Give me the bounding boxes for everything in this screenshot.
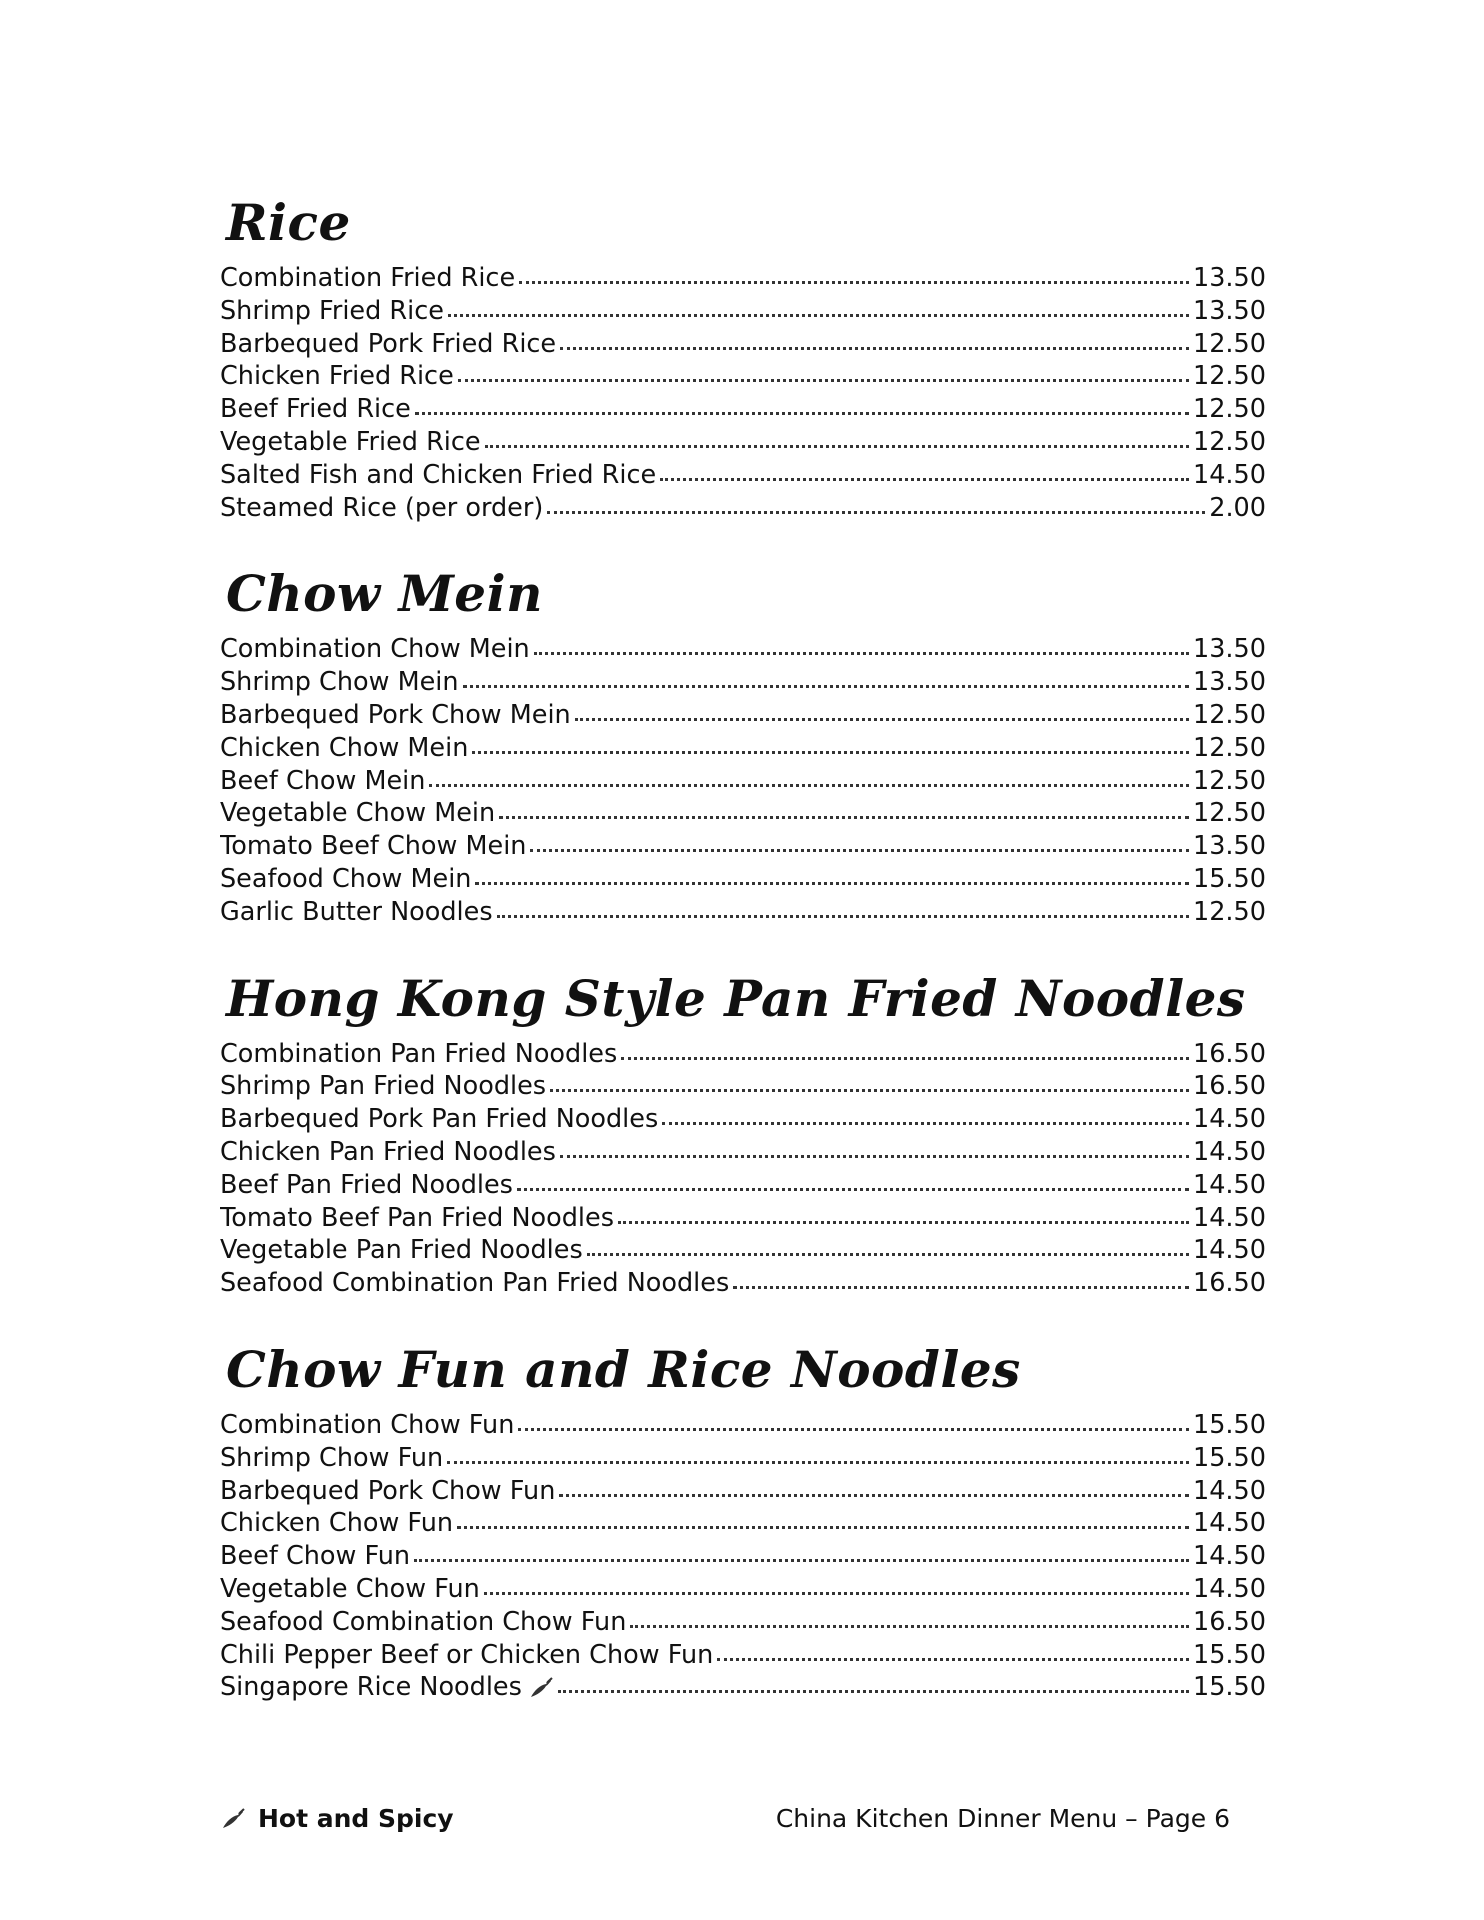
section-title: Chow Mein [226, 564, 543, 624]
item-name: Tomato Beef Chow Mein [220, 831, 527, 862]
item-name: Beef Pan Fried Noodles [220, 1169, 513, 1200]
dot-leader [530, 849, 1189, 852]
menu-item [220, 797, 1266, 830]
dot-leader [621, 1057, 1189, 1060]
dot-leader [457, 1526, 1189, 1529]
menu-item [220, 1038, 1266, 1071]
item-name: Beef Chow Mein [220, 765, 426, 796]
item-price: 12.50 [1192, 426, 1266, 457]
menu-item [220, 426, 1266, 459]
item-name: Chicken Chow Fun [220, 1508, 454, 1539]
chili-pepper-icon [528, 1677, 554, 1699]
item-price: 12.50 [1192, 896, 1266, 927]
item-name: Shrimp Chow Mein [220, 667, 459, 698]
item-price: 14.50 [1192, 1475, 1266, 1506]
menu-item [220, 459, 1266, 492]
item-price: 14.50 [1192, 1573, 1266, 1604]
menu-item [220, 1475, 1266, 1508]
item-name [220, 1671, 554, 1704]
item-name: Combination Pan Fried Noodles [220, 1038, 618, 1069]
item-name: Chicken Chow Mein [220, 732, 469, 763]
item-name: Vegetable Fried Rice [220, 426, 481, 457]
section-title: Chow Fun and Rice Noodles [226, 1339, 1021, 1399]
menu-item [220, 830, 1266, 863]
dot-leader [415, 412, 1189, 415]
item-name: Seafood Combination Pan Fried Noodles [220, 1268, 730, 1299]
item-price: 12.50 [1192, 699, 1266, 730]
item-name: Vegetable Pan Fried Noodles [220, 1235, 583, 1266]
menu-item [220, 666, 1266, 699]
item-price: 14.50 [1192, 1169, 1266, 1200]
item-price: 15.50 [1192, 863, 1266, 894]
menu-item [220, 1507, 1266, 1540]
menu-item [220, 1442, 1266, 1475]
item-price: 14.50 [1192, 1136, 1266, 1167]
menu-item [220, 1606, 1266, 1639]
dot-leader [463, 685, 1189, 688]
item-price: 13.50 [1192, 831, 1266, 862]
item-price: 15.50 [1192, 1442, 1266, 1473]
dot-leader [559, 1494, 1189, 1497]
dot-leader [560, 1155, 1189, 1158]
dot-leader [472, 751, 1189, 754]
item-price: 15.50 [1192, 1639, 1266, 1670]
item-price: 16.50 [1192, 1606, 1266, 1637]
item-price: 14.50 [1192, 1202, 1266, 1233]
dot-leader [575, 718, 1189, 721]
menu-item [220, 1070, 1266, 1103]
item-name: Combination Chow Mein [220, 634, 530, 665]
item-name: Chicken Fried Rice [220, 361, 454, 392]
item-price: 12.50 [1192, 394, 1266, 425]
menu-item [220, 1136, 1266, 1169]
menu-item [220, 295, 1266, 328]
dot-leader [485, 445, 1189, 448]
item-price: 12.50 [1192, 732, 1266, 763]
item-name: Shrimp Pan Fried Noodles [220, 1071, 547, 1102]
dot-leader [475, 882, 1189, 885]
menu-item [220, 765, 1266, 798]
menu-item [220, 633, 1266, 666]
item-price: 13.50 [1192, 263, 1266, 293]
item-price: 14.50 [1192, 1541, 1266, 1572]
menu-item [220, 360, 1266, 393]
item-price: 14.50 [1192, 1104, 1266, 1135]
menu-item [220, 1409, 1266, 1442]
menu-item [220, 732, 1266, 765]
item-name: Shrimp Fried Rice [220, 295, 444, 326]
dot-leader [448, 314, 1189, 317]
item-name: Beef Chow Fun [220, 1541, 411, 1572]
section-pan-fried-noodles [220, 968, 1266, 1300]
menu-item [220, 1234, 1266, 1267]
dot-leader [534, 652, 1189, 655]
item-price: 12.50 [1192, 361, 1266, 392]
item-price: 13.50 [1192, 667, 1266, 698]
dot-leader [733, 1286, 1189, 1289]
item-price: 16.50 [1192, 1071, 1266, 1102]
dot-leader [662, 1122, 1189, 1125]
dot-leader [518, 1428, 1189, 1431]
item-name: Salted Fish and Chicken Fried Rice [220, 459, 657, 490]
dot-leader [660, 478, 1189, 481]
item-price: 14.50 [1192, 459, 1266, 490]
item-name: Seafood Chow Mein [220, 863, 472, 894]
section-title: Rice [226, 193, 351, 252]
menu-item [220, 1103, 1266, 1136]
dot-leader [630, 1625, 1189, 1628]
dot-leader [717, 1658, 1189, 1661]
menu-item [220, 1169, 1266, 1202]
dot-leader [497, 915, 1189, 918]
item-name: Combination Fried Rice [220, 263, 516, 293]
dot-leader [517, 1188, 1189, 1191]
menu-item [220, 1202, 1266, 1235]
dot-leader [447, 1461, 1189, 1464]
item-name: Barbequed Pork Fried Rice [220, 328, 557, 359]
item-price: 15.50 [1192, 1409, 1266, 1440]
dot-leader [414, 1559, 1189, 1562]
item-price: 14.50 [1192, 1508, 1266, 1539]
menu-item [220, 863, 1266, 896]
item-name: Vegetable Chow Fun [220, 1573, 480, 1604]
dot-leader [499, 816, 1189, 819]
item-name: Chicken Pan Fried Noodles [220, 1136, 556, 1167]
section-chow-fun [220, 1339, 1266, 1704]
dot-leader [550, 1089, 1189, 1092]
dot-leader [429, 784, 1189, 787]
chili-pepper-icon [220, 1808, 246, 1830]
section-rice [220, 195, 1266, 524]
item-name: Beef Fried Rice [220, 394, 411, 425]
dot-leader [484, 1592, 1189, 1595]
item-name: Combination Chow Fun [220, 1409, 515, 1440]
item-name: Vegetable Chow Mein [220, 798, 496, 829]
item-name-text: Singapore Rice Noodles [220, 1672, 522, 1703]
menu-item [220, 1540, 1266, 1573]
item-price: 16.50 [1192, 1038, 1266, 1069]
item-name: Tomato Beef Pan Fried Noodles [220, 1202, 614, 1233]
legend-label: Hot and Spicy [258, 1804, 454, 1833]
item-price: 12.50 [1192, 328, 1266, 359]
item-name: Steamed Rice (per order) [220, 492, 544, 523]
spicy-legend [220, 1804, 454, 1833]
item-name: Barbequed Pork Chow Fun [220, 1475, 556, 1506]
item-price: 14.50 [1192, 1235, 1266, 1266]
dot-leader [558, 1690, 1189, 1693]
item-price: 12.50 [1192, 765, 1266, 796]
section-chow-mein [220, 566, 1266, 928]
item-name: Garlic Butter Noodles [220, 896, 493, 927]
menu-page [220, 195, 1266, 1746]
dot-leader [587, 1253, 1189, 1256]
menu-item [220, 1573, 1266, 1606]
page-footer [220, 1804, 1230, 1840]
dot-leader [618, 1221, 1189, 1224]
menu-item [220, 492, 1266, 525]
item-name: Chili Pepper Beef or Chicken Chow Fun [220, 1639, 714, 1670]
menu-item [220, 393, 1266, 426]
section-title: Hong Kong Style Pan Fried Noodles [226, 968, 1246, 1028]
item-price: 16.50 [1192, 1268, 1266, 1299]
item-price: 13.50 [1192, 295, 1266, 326]
menu-item [220, 699, 1266, 732]
menu-item [220, 262, 1266, 295]
menu-item [220, 1267, 1266, 1300]
item-price: 12.50 [1192, 798, 1266, 829]
menu-item [220, 328, 1266, 361]
item-name: Shrimp Chow Fun [220, 1442, 444, 1473]
dot-leader [547, 511, 1205, 514]
item-price: 13.50 [1192, 634, 1266, 665]
dot-leader [560, 347, 1189, 350]
item-price: 2.00 [1209, 492, 1266, 523]
item-name: Barbequed Pork Chow Mein [220, 699, 571, 730]
item-name: Barbequed Pork Pan Fried Noodles [220, 1104, 659, 1135]
menu-item [220, 1639, 1266, 1672]
item-price: 15.50 [1192, 1672, 1266, 1703]
dot-leader [519, 281, 1189, 284]
menu-item [220, 896, 1266, 929]
item-name: Seafood Combination Chow Fun [220, 1606, 627, 1637]
page-label: China Kitchen Dinner Menu – Page 6 [775, 1804, 1230, 1833]
dot-leader [458, 379, 1189, 382]
menu-item [220, 1671, 1266, 1704]
